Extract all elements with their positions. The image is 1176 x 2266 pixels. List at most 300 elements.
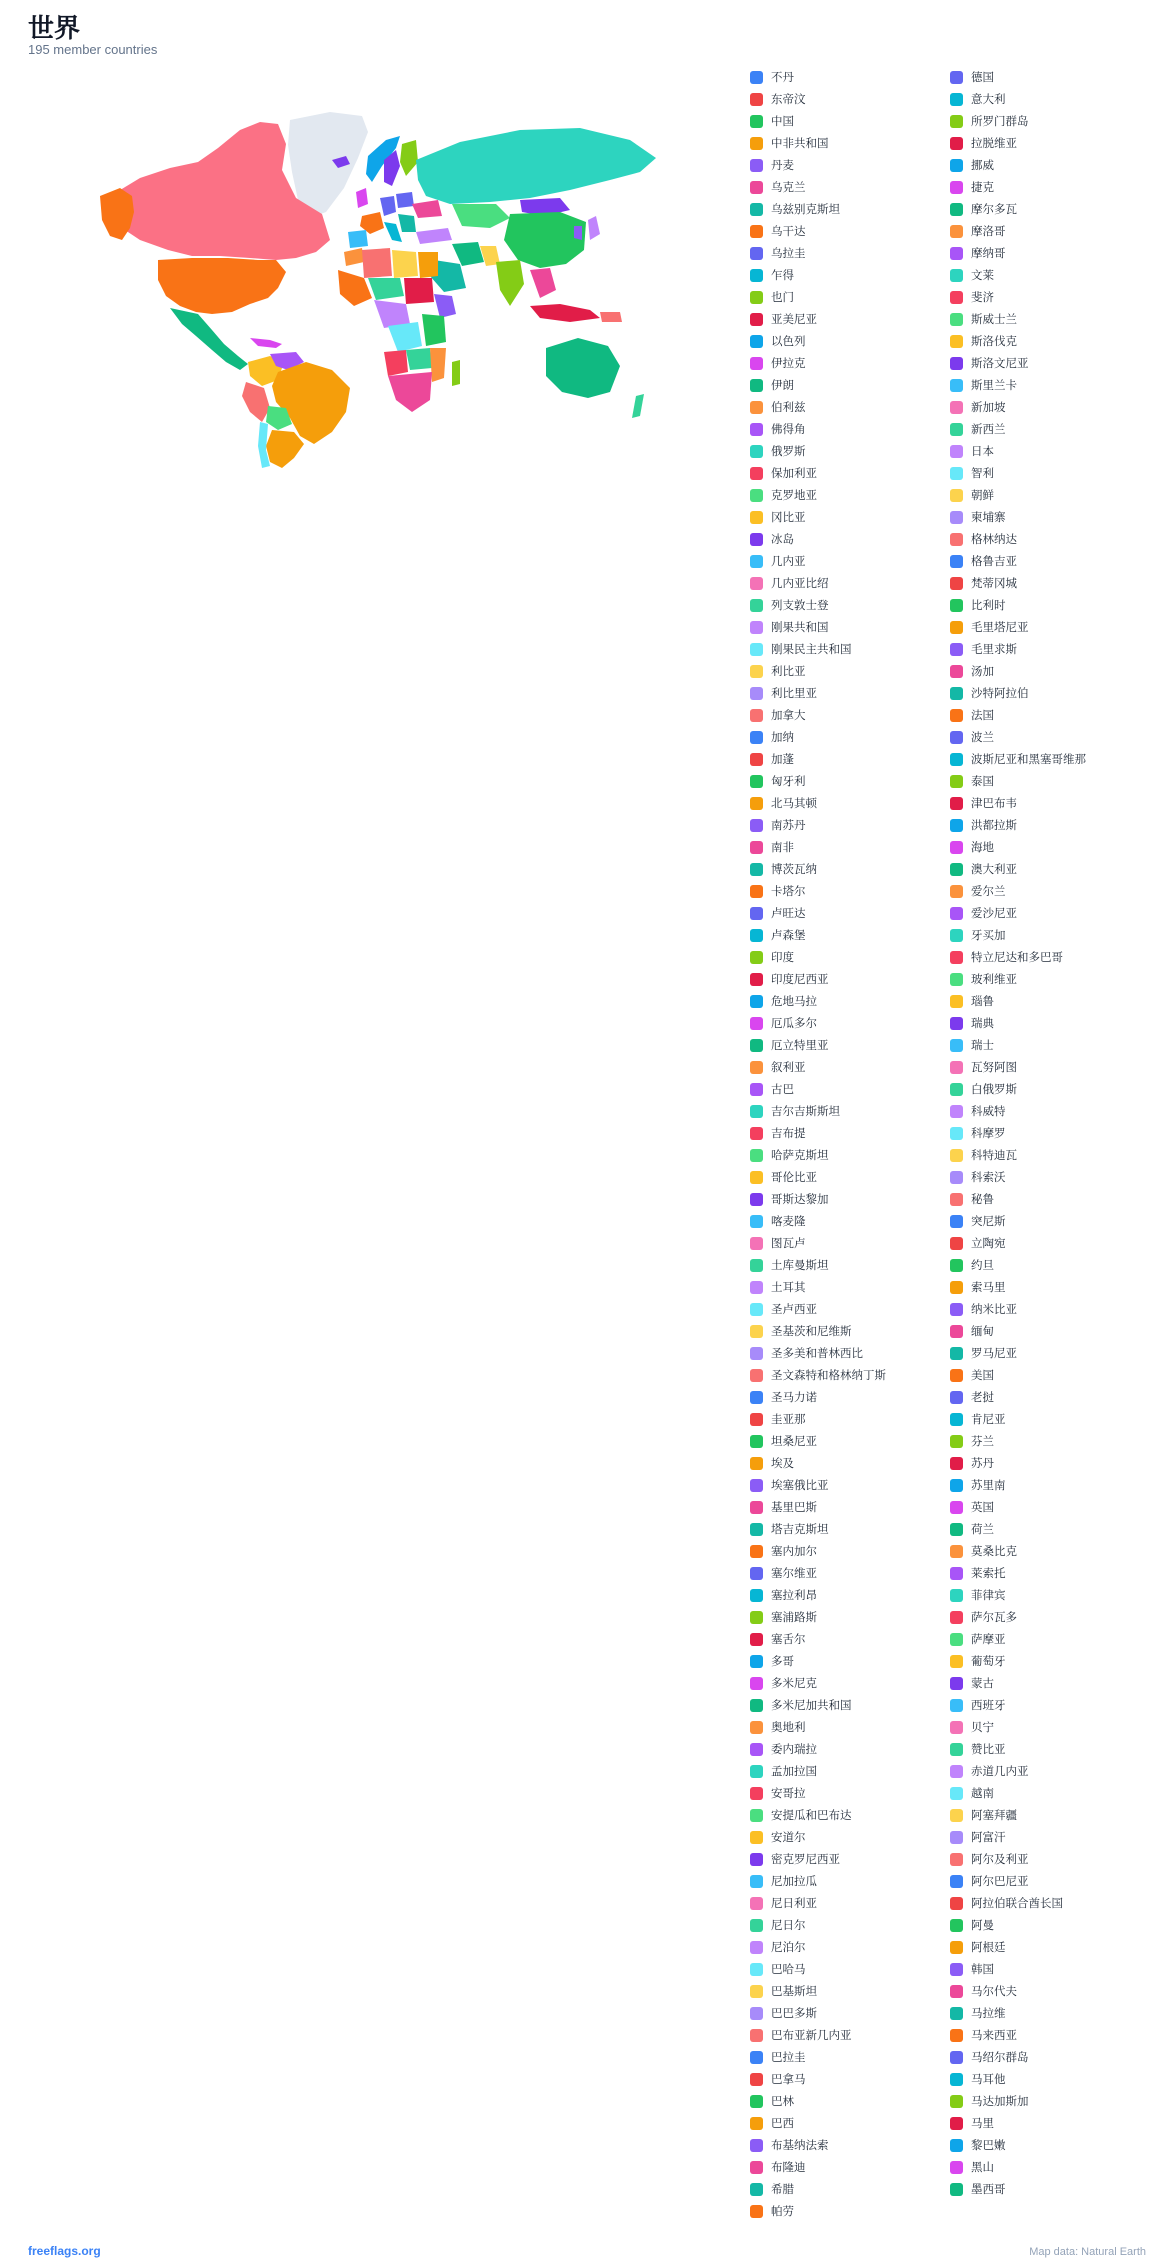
legend-item[interactable] <box>950 242 1006 264</box>
legend-item[interactable] <box>750 726 794 748</box>
legend-swatch <box>750 555 763 568</box>
legend-item[interactable] <box>750 1562 817 1584</box>
legend-label: 圣文森特和格林纳丁斯 <box>771 1368 886 1382</box>
legend-label: 伊拉克 <box>771 356 806 370</box>
legend-swatch <box>750 2029 763 2042</box>
legend-swatch <box>950 1941 963 1954</box>
legend-item[interactable] <box>950 110 1029 132</box>
legend-item[interactable] <box>750 1320 852 1342</box>
legend-item[interactable] <box>950 1342 1017 1364</box>
legend-swatch <box>950 203 963 216</box>
legend-item[interactable] <box>750 880 806 902</box>
legend-swatch <box>950 137 963 150</box>
legend-item[interactable] <box>750 484 817 506</box>
legend-item[interactable] <box>750 352 806 374</box>
world-map[interactable] <box>100 100 660 470</box>
legend-item[interactable] <box>750 506 806 528</box>
legend-item[interactable] <box>750 2024 852 2046</box>
legend-item[interactable] <box>750 1144 829 1166</box>
legend-swatch <box>750 1479 763 1492</box>
legend-swatch <box>750 841 763 854</box>
legend-swatch <box>950 533 963 546</box>
legend-swatch <box>950 401 963 414</box>
legend-swatch <box>750 1457 763 1470</box>
legend-label: 马里 <box>971 2116 994 2130</box>
map-region-se-asia <box>530 268 556 298</box>
legend-item[interactable] <box>950 1232 1006 1254</box>
legend-swatch <box>750 1831 763 1844</box>
legend-item[interactable] <box>950 946 1063 968</box>
legend-swatch <box>750 423 763 436</box>
legend-swatch <box>950 291 963 304</box>
legend-item[interactable] <box>750 330 806 352</box>
legend-item[interactable] <box>950 418 1006 440</box>
legend-item[interactable] <box>950 572 1017 594</box>
legend-label: 波兰 <box>971 730 994 744</box>
legend-item[interactable] <box>950 1826 1006 1848</box>
legend-item[interactable] <box>950 1980 1017 2002</box>
legend-item[interactable] <box>750 1298 817 1320</box>
legend-item[interactable] <box>950 220 1006 242</box>
legend-swatch <box>750 2117 763 2130</box>
legend-item[interactable] <box>750 1122 806 1144</box>
legend-item[interactable] <box>750 308 817 330</box>
legend-item[interactable] <box>750 1980 817 2002</box>
legend-swatch <box>750 995 763 1008</box>
legend-item[interactable] <box>950 748 1086 770</box>
legend-item[interactable] <box>950 2002 1006 2024</box>
legend-swatch <box>750 2139 763 2152</box>
legend-label: 博茨瓦纳 <box>771 862 817 876</box>
legend-label: 阿富汗 <box>971 1830 1006 1844</box>
legend-item[interactable] <box>750 770 806 792</box>
legend-item[interactable] <box>750 418 806 440</box>
legend-item[interactable] <box>750 1782 806 1804</box>
legend-item[interactable] <box>950 660 994 682</box>
legend-item[interactable] <box>750 1958 806 1980</box>
legend-item[interactable] <box>750 814 806 836</box>
legend-item[interactable] <box>750 1628 806 1650</box>
legend-item[interactable] <box>950 330 1017 352</box>
legend-item[interactable] <box>950 1650 1006 1672</box>
legend-item[interactable] <box>750 2046 806 2068</box>
legend-label: 格林纳达 <box>971 532 1017 546</box>
legend-item[interactable] <box>950 1100 1006 1122</box>
legend-label: 新西兰 <box>971 422 1006 436</box>
legend-item[interactable] <box>750 1892 817 1914</box>
legend-item[interactable] <box>950 1606 1017 1628</box>
legend-item[interactable] <box>950 1584 1006 1606</box>
legend-item[interactable] <box>950 484 994 506</box>
legend-item[interactable] <box>750 1166 817 1188</box>
legend-item[interactable] <box>750 1276 806 1298</box>
legend-item[interactable] <box>750 1672 817 1694</box>
legend-label: 圣马力诺 <box>771 1390 817 1404</box>
legend-item[interactable] <box>750 1518 829 1540</box>
legend-swatch <box>750 1787 763 1800</box>
legend-item[interactable] <box>950 2134 1006 2156</box>
legend-item[interactable] <box>750 1804 852 1826</box>
legend-item[interactable] <box>950 132 1017 154</box>
legend-label: 尼日尔 <box>771 1918 806 1932</box>
map-region-kazakhstan <box>452 204 510 228</box>
map-region-india <box>496 260 524 306</box>
legend-item[interactable] <box>750 748 794 770</box>
legend-item[interactable] <box>750 704 806 726</box>
legend-item[interactable] <box>750 1474 829 1496</box>
legend-label: 乍得 <box>771 268 794 282</box>
legend-item[interactable] <box>750 2068 806 2090</box>
legend-label: 挪威 <box>971 158 994 172</box>
legend-label: 保加利亚 <box>771 466 817 480</box>
legend-item[interactable] <box>750 1738 817 1760</box>
legend-swatch <box>750 1985 763 1998</box>
legend-item[interactable] <box>950 814 1017 836</box>
legend-swatch <box>750 1589 763 1602</box>
legend-item[interactable] <box>750 1342 863 1364</box>
legend-item[interactable] <box>950 264 994 286</box>
legend-item[interactable] <box>750 2090 794 2112</box>
legend-item[interactable] <box>950 440 994 462</box>
legend-swatch <box>950 1017 963 1030</box>
legend-item[interactable] <box>950 1716 994 1738</box>
legend-item[interactable] <box>750 1650 794 1672</box>
legend-item[interactable] <box>750 462 817 484</box>
legend-label: 俄罗斯 <box>771 444 806 458</box>
legend-item[interactable] <box>950 682 1029 704</box>
legend-item[interactable] <box>750 946 794 968</box>
legend-label: 阿曼 <box>971 1918 994 1932</box>
legend-label: 津巴布韦 <box>971 796 1017 810</box>
legend-item[interactable] <box>750 1188 829 1210</box>
legend-swatch <box>750 1193 763 1206</box>
legend-item[interactable] <box>750 110 794 132</box>
legend-item[interactable] <box>750 594 829 616</box>
legend-item[interactable] <box>950 1298 1017 1320</box>
legend-item[interactable] <box>950 990 994 1012</box>
legend-item[interactable] <box>950 2046 1029 2068</box>
legend-item[interactable] <box>750 1694 852 1716</box>
legend-item[interactable] <box>750 198 840 220</box>
legend-swatch <box>950 797 963 810</box>
legend-item[interactable] <box>950 352 1029 374</box>
legend-label: 牙买加 <box>971 928 1006 942</box>
legend-label: 圭亚那 <box>771 1412 806 1426</box>
legend-item[interactable] <box>950 1694 1006 1716</box>
legend-item[interactable] <box>950 1144 1017 1166</box>
legend-swatch <box>950 643 963 656</box>
legend-label: 拉脱维亚 <box>971 136 1017 150</box>
legend-swatch <box>950 1369 963 1382</box>
legend-item[interactable] <box>950 1276 1006 1298</box>
legend-item[interactable] <box>950 1166 1006 1188</box>
legend-item[interactable] <box>950 550 1017 572</box>
legend-swatch <box>750 71 763 84</box>
legend-item[interactable] <box>950 374 1017 396</box>
legend-swatch <box>950 335 963 348</box>
legend-swatch <box>750 1501 763 1514</box>
legend-item[interactable] <box>950 1320 994 1342</box>
legend-item[interactable] <box>750 858 817 880</box>
legend-item[interactable] <box>950 1430 994 1452</box>
legend-item[interactable] <box>950 1408 1006 1430</box>
legend-item[interactable] <box>950 1914 994 1936</box>
legend-item[interactable] <box>950 2068 1006 2090</box>
legend-item[interactable] <box>750 286 794 308</box>
legend-item[interactable] <box>950 88 1006 110</box>
legend-item[interactable] <box>950 308 1017 330</box>
legend-item[interactable] <box>750 1078 794 1100</box>
legend-item[interactable] <box>750 66 794 88</box>
legend-item[interactable] <box>750 1848 840 1870</box>
legend-item[interactable] <box>950 198 1017 220</box>
legend-item[interactable] <box>750 990 817 1012</box>
legend-swatch <box>750 929 763 942</box>
legend-label: 几内亚 <box>771 554 806 568</box>
legend-item[interactable] <box>950 1188 994 1210</box>
legend-item[interactable] <box>750 528 794 550</box>
legend-item[interactable] <box>950 2178 1006 2200</box>
legend-label: 斯里兰卡 <box>971 378 1017 392</box>
legend-item[interactable] <box>950 1936 1006 1958</box>
legend-item[interactable] <box>950 770 994 792</box>
legend-item[interactable] <box>950 66 994 88</box>
legend-item[interactable] <box>950 1078 1017 1100</box>
legend-swatch <box>950 1545 963 1558</box>
legend-label: 巴林 <box>771 2094 794 2108</box>
legend-item[interactable] <box>750 572 829 594</box>
map-region-angola <box>384 350 408 376</box>
legend-item[interactable] <box>750 2156 806 2178</box>
legend-label: 哥斯达黎加 <box>771 1192 829 1206</box>
legend-item[interactable] <box>750 132 829 154</box>
legend-item[interactable] <box>950 1738 1006 1760</box>
legend-item[interactable] <box>950 2090 1029 2112</box>
legend-item[interactable] <box>750 1034 829 1056</box>
legend-swatch <box>950 929 963 942</box>
legend-item[interactable] <box>750 88 806 110</box>
legend-item[interactable] <box>950 836 994 858</box>
legend-item[interactable] <box>950 924 1006 946</box>
legend-swatch <box>950 467 963 480</box>
legend-item[interactable] <box>950 2156 994 2178</box>
legend-item[interactable] <box>750 924 806 946</box>
legend-item[interactable] <box>750 836 794 858</box>
legend-item[interactable] <box>950 902 1017 924</box>
legend-item[interactable] <box>950 616 1029 638</box>
legend-swatch <box>750 1171 763 1184</box>
legend-label: 吉尔吉斯斯坦 <box>771 1104 840 1118</box>
legend-item[interactable] <box>950 1474 1006 1496</box>
legend-item[interactable] <box>950 704 994 726</box>
legend-item[interactable] <box>950 396 1006 418</box>
legend-label: 几内亚比绍 <box>771 576 829 590</box>
legend-item[interactable] <box>950 792 1017 814</box>
legend-item[interactable] <box>750 2112 794 2134</box>
legend-label: 丹麦 <box>771 158 794 172</box>
legend-item[interactable] <box>750 1408 806 1430</box>
legend-item[interactable] <box>750 682 817 704</box>
map-region-sudan <box>404 278 434 304</box>
legend-item[interactable] <box>750 1584 817 1606</box>
legend-item[interactable] <box>750 1386 817 1408</box>
map-region-iran <box>452 242 484 266</box>
legend-item[interactable] <box>750 1540 817 1562</box>
legend-item[interactable] <box>950 1782 994 1804</box>
legend-label: 特立尼达和多巴哥 <box>971 950 1063 964</box>
legend-swatch <box>750 1699 763 1712</box>
legend-item[interactable] <box>950 858 1017 880</box>
legend-item[interactable] <box>750 154 794 176</box>
legend-item[interactable] <box>950 1452 994 1474</box>
legend-item[interactable] <box>750 616 829 638</box>
legend-swatch <box>750 335 763 348</box>
legend-label: 乌干达 <box>771 224 806 238</box>
legend-item[interactable] <box>750 638 852 660</box>
legend-label: 危地马拉 <box>771 994 817 1008</box>
legend-label: 海地 <box>971 840 994 854</box>
legend-item[interactable] <box>750 242 806 264</box>
legend-item[interactable] <box>950 1540 1017 1562</box>
legend-item[interactable] <box>750 1210 806 1232</box>
legend-label: 布隆迪 <box>771 2160 806 2174</box>
legend-item[interactable] <box>950 1122 1006 1144</box>
legend-item[interactable] <box>750 220 806 242</box>
legend-item[interactable] <box>950 638 1017 660</box>
map-region-zambia <box>406 348 432 370</box>
legend-item[interactable] <box>950 1364 994 1386</box>
legend-item[interactable] <box>750 374 794 396</box>
legend-item[interactable] <box>750 1452 794 1474</box>
legend-swatch <box>750 1413 763 1426</box>
legend-label: 布基纳法索 <box>771 2138 829 2152</box>
legend-item[interactable] <box>750 1760 817 1782</box>
legend-item[interactable] <box>950 1034 994 1056</box>
legend-item[interactable] <box>750 2134 829 2156</box>
legend-item[interactable] <box>750 1364 886 1386</box>
legend-label: 爱尔兰 <box>971 884 1006 898</box>
legend-item[interactable] <box>750 1606 817 1628</box>
legend-item[interactable] <box>750 550 806 572</box>
legend-item[interactable] <box>950 1254 994 1276</box>
legend-item[interactable] <box>950 1804 1017 1826</box>
legend-swatch <box>950 2095 963 2108</box>
legend-item[interactable] <box>950 968 1017 990</box>
legend-item[interactable] <box>950 1892 1063 1914</box>
legend-label: 智利 <box>971 466 994 480</box>
legend-label: 巴拿马 <box>771 2072 806 2086</box>
legend-item[interactable] <box>950 1012 994 1034</box>
legend-item[interactable] <box>950 1760 1029 1782</box>
legend-item[interactable] <box>950 462 994 484</box>
legend-item[interactable] <box>950 286 994 308</box>
legend-swatch <box>950 1875 963 1888</box>
legend-item[interactable] <box>750 792 817 814</box>
legend-item[interactable] <box>750 2002 817 2024</box>
legend-label: 格鲁吉亚 <box>971 554 1017 568</box>
legend-item[interactable] <box>750 902 806 924</box>
legend-item[interactable] <box>950 1628 1006 1650</box>
legend-item[interactable] <box>750 1870 817 1892</box>
legend-item[interactable] <box>950 1848 1029 1870</box>
legend-item[interactable] <box>750 1056 806 1078</box>
legend-swatch <box>750 1545 763 1558</box>
legend-item[interactable] <box>750 1232 806 1254</box>
legend-item[interactable] <box>950 1958 994 1980</box>
legend-item[interactable] <box>950 2112 994 2134</box>
legend-item[interactable] <box>750 1914 806 1936</box>
map-region-libya <box>392 250 418 278</box>
legend-item[interactable] <box>750 2200 794 2222</box>
legend-label: 埃塞俄比亚 <box>771 1478 829 1492</box>
legend-label: 文莱 <box>971 268 994 282</box>
legend-item[interactable] <box>950 1056 1017 1078</box>
legend-item[interactable] <box>950 594 1006 616</box>
legend-item[interactable] <box>950 1870 1029 1892</box>
legend-item[interactable] <box>750 1826 806 1848</box>
legend-label: 法国 <box>971 708 994 722</box>
legend-item[interactable] <box>950 2024 1017 2046</box>
legend-swatch <box>750 973 763 986</box>
legend-swatch <box>750 577 763 590</box>
legend-item[interactable] <box>750 660 806 682</box>
legend-swatch <box>950 555 963 568</box>
map-region-argentina <box>266 430 304 468</box>
legend-item[interactable] <box>750 1496 817 1518</box>
legend-item[interactable] <box>950 726 994 748</box>
legend-item[interactable] <box>750 440 806 462</box>
legend-item[interactable] <box>750 176 806 198</box>
legend-swatch <box>950 1589 963 1602</box>
legend-swatch <box>750 1567 763 1580</box>
legend-item[interactable] <box>750 1430 817 1452</box>
legend-item[interactable] <box>950 1672 994 1694</box>
legend-swatch <box>950 621 963 634</box>
legend-item[interactable] <box>950 528 1017 550</box>
legend-item[interactable] <box>750 2178 794 2200</box>
legend-label: 克罗地亚 <box>771 488 817 502</box>
legend-swatch <box>950 841 963 854</box>
legend-item[interactable] <box>950 154 994 176</box>
legend-item[interactable] <box>750 1012 817 1034</box>
legend-item[interactable] <box>750 1254 829 1276</box>
legend-item[interactable] <box>950 880 1006 902</box>
legend-item[interactable] <box>750 264 794 286</box>
legend-label: 不丹 <box>771 70 794 84</box>
legend-item[interactable] <box>950 176 994 198</box>
legend-label: 东帝汶 <box>771 92 806 106</box>
legend-label: 圣基茨和尼维斯 <box>771 1324 852 1338</box>
legend-label: 帕劳 <box>771 2204 794 2218</box>
legend-label: 列支敦士登 <box>771 598 829 612</box>
legend-item[interactable] <box>750 1936 806 1958</box>
legend-item[interactable] <box>950 1518 994 1540</box>
legend-swatch <box>950 2117 963 2130</box>
legend-label: 马来西亚 <box>971 2028 1017 2042</box>
brand-link[interactable]: freeflags.org <box>28 2244 101 2258</box>
legend-label: 北马其顿 <box>771 796 817 810</box>
legend-item[interactable] <box>950 1496 994 1518</box>
legend-item[interactable] <box>950 1210 1006 1232</box>
legend-item[interactable] <box>750 1100 840 1122</box>
legend-item[interactable] <box>750 968 829 990</box>
legend-item[interactable] <box>950 1386 994 1408</box>
legend-item[interactable] <box>750 396 806 418</box>
legend-item[interactable] <box>950 1562 1006 1584</box>
legend-label: 利比里亚 <box>771 686 817 700</box>
legend-item[interactable] <box>750 1716 806 1738</box>
legend-item[interactable] <box>950 506 1006 528</box>
